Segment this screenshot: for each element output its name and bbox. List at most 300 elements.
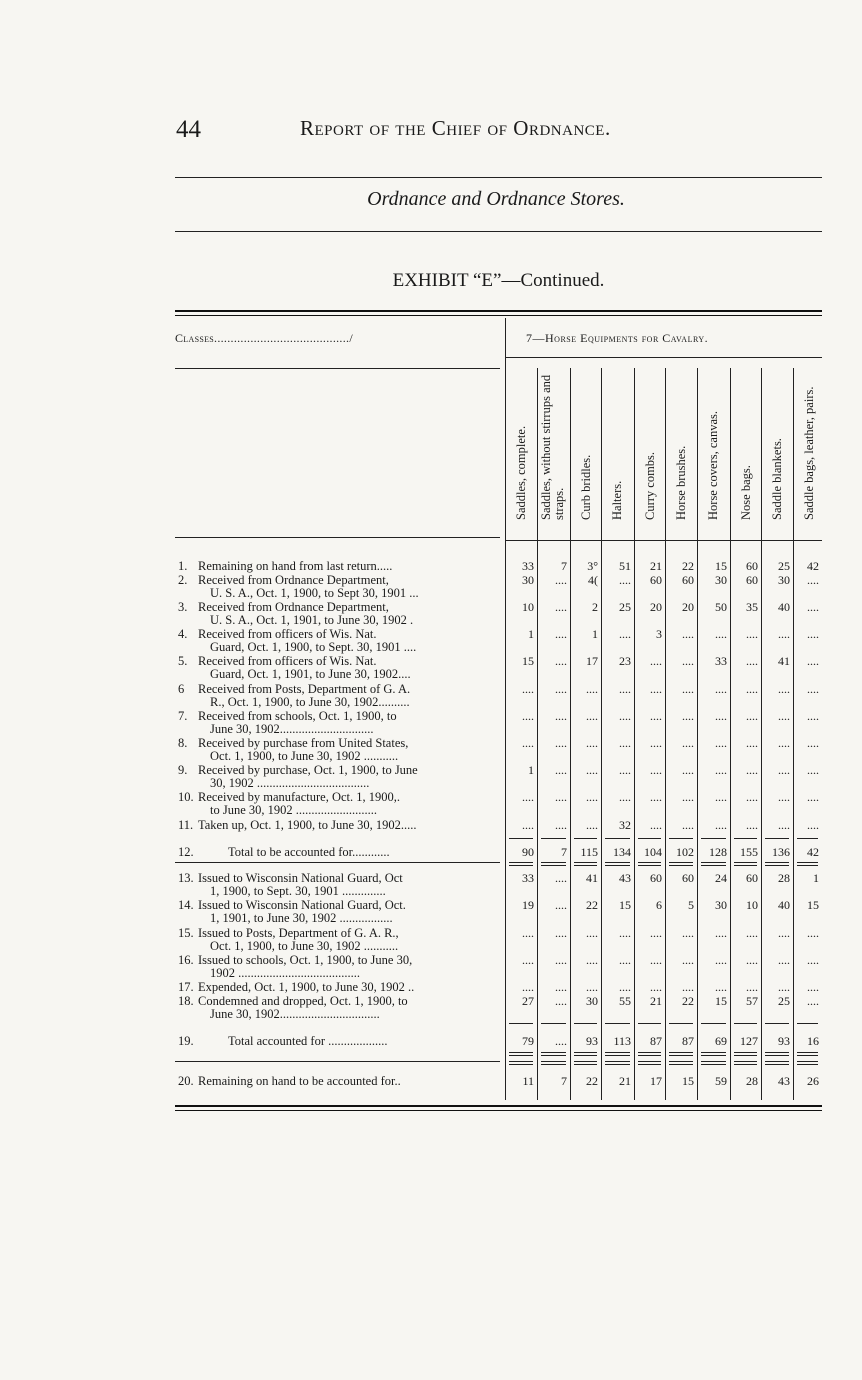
row-label-text: Issued to schools, Oct. 1, 1900, to June 30, [198, 953, 413, 967]
table-cell: 51 [619, 559, 631, 573]
total-rule [574, 1052, 597, 1053]
row-label-text: Issued to Wisconsin National Guard, Oct [198, 871, 403, 885]
table-cell: 20 [682, 600, 694, 614]
table-cell: 16 [807, 1034, 819, 1048]
sum-rule [605, 1023, 630, 1024]
total-rule [669, 1064, 693, 1065]
total-rule [701, 1064, 726, 1065]
table-cell: 28 [778, 871, 790, 885]
row-label-text: Received from schools, Oct. 1, 1900, to [198, 709, 397, 723]
total-rule [509, 1052, 533, 1053]
total-rule [765, 1052, 789, 1053]
table-cell: 7 [561, 845, 567, 859]
table-cell: 60 [746, 573, 758, 587]
total-rule [574, 1064, 597, 1065]
table-cell: .... [619, 926, 631, 940]
table-cell: 21 [619, 1074, 631, 1088]
row-number: 18. [178, 994, 194, 1008]
total-rule [765, 865, 789, 866]
column-header: Saddle blankets. [769, 438, 784, 520]
row-label-text: Received from officers of Wis. Nat. [198, 654, 377, 668]
column-header: Saddle bags, leather, pairs. [801, 386, 816, 520]
total-rule [541, 865, 566, 866]
column-header: Curb bridles. [578, 454, 593, 520]
table-cell: .... [682, 953, 694, 967]
table-row-label [178, 899, 500, 925]
header-rule-top [175, 177, 822, 178]
total-rule [734, 1061, 757, 1062]
total-rule [701, 1061, 726, 1062]
sum-rule [638, 1023, 661, 1024]
row-label-text: June 30, 1902................................ [210, 1007, 380, 1021]
total-rule [701, 862, 726, 863]
table-cell: 22 [586, 898, 598, 912]
table-cell: 87 [682, 1034, 694, 1048]
table-cell: 15 [522, 654, 534, 668]
table-cell: .... [807, 763, 819, 777]
column-header: Curry combs. [642, 451, 657, 520]
total-rule [605, 1064, 630, 1065]
table-row-label [178, 601, 500, 627]
table-cell: .... [555, 871, 567, 885]
table-bottom-rule [175, 1105, 822, 1111]
table-cell: 40 [778, 600, 790, 614]
sum-rule [574, 838, 597, 839]
total-rule [574, 1055, 597, 1056]
total-rule [638, 1055, 661, 1056]
table-cell: .... [650, 654, 662, 668]
table-cell: .... [807, 573, 819, 587]
sum-rule [669, 1023, 693, 1024]
total-rule [701, 1052, 726, 1053]
total-rule [638, 862, 661, 863]
table-cell: .... [586, 682, 598, 696]
table-cell: .... [715, 953, 727, 967]
table-cell: .... [522, 709, 534, 723]
table-row-label [178, 927, 500, 953]
total-rule [669, 1061, 693, 1062]
total-rule [638, 1061, 661, 1062]
total-rule [734, 1055, 757, 1056]
table-cell: .... [586, 926, 598, 940]
table-cell: .... [682, 654, 694, 668]
row-label-text: Received by purchase, Oct. 1, 1900, to June [198, 763, 418, 777]
table-cell: .... [619, 953, 631, 967]
row-label-text: June 30, 1902.............................. [210, 722, 374, 736]
table-cell: 30 [586, 994, 598, 1008]
sum-rule [765, 838, 789, 839]
table-cell: .... [555, 600, 567, 614]
table-cell: .... [619, 980, 631, 994]
table-row-label [178, 872, 500, 898]
total-rule [765, 862, 789, 863]
total-rule [541, 1061, 566, 1062]
sum-rule [734, 838, 757, 839]
section-subtitle: Ordnance and Ordnance Stores. [367, 188, 625, 210]
table-cell: .... [746, 709, 758, 723]
total-rule [669, 865, 693, 866]
total-rule [669, 1055, 693, 1056]
table-cell: .... [555, 709, 567, 723]
total-rule [541, 862, 566, 863]
table-cell: .... [555, 926, 567, 940]
row-number: 15. [178, 926, 194, 940]
table-top-rule [175, 310, 822, 316]
total-rule [669, 1052, 693, 1053]
sum-rule [541, 838, 566, 839]
table-cell: 127 [740, 1034, 758, 1048]
total-rule [574, 862, 597, 863]
total-rule [574, 1061, 597, 1062]
row-number: 12. [178, 845, 194, 859]
row-number: 10. [178, 790, 194, 804]
total-rule [605, 1055, 630, 1056]
total-rule [797, 1061, 818, 1062]
table-row-label [178, 683, 500, 709]
table-cell: .... [650, 980, 662, 994]
table-cell: 11 [522, 1074, 534, 1088]
row-label-text: 1, 1900, to Sept. 30, 1901 .............. [210, 884, 386, 898]
column-header: Nose bags. [738, 465, 753, 520]
table-cell: .... [778, 709, 790, 723]
table-cell: 35 [746, 600, 758, 614]
table-cell: 1 [813, 871, 819, 885]
table-cell: .... [746, 682, 758, 696]
row-number: 17. [178, 980, 194, 994]
total-rule [509, 862, 533, 863]
table-cell: .... [778, 953, 790, 967]
table-cell: 43 [778, 1074, 790, 1088]
table-cell: .... [807, 953, 819, 967]
table-cell: 7 [561, 559, 567, 573]
row-label-text: U. S. A., Oct. 1, 1900, to Sept 30, 1901 ... [210, 586, 419, 600]
total-rule [765, 1055, 789, 1056]
table-cell: 90 [522, 845, 534, 859]
row-label-text: Total to be accounted for............ [228, 845, 390, 859]
table-cell: .... [715, 682, 727, 696]
table-cell: .... [555, 654, 567, 668]
table-cell: .... [682, 763, 694, 777]
row-number: 5. [178, 654, 188, 668]
row-label-text: U. S. A., Oct. 1, 1901, to June 30, 1902 . [210, 613, 414, 627]
table-cell: 19 [522, 898, 534, 912]
page-number: 44 [176, 116, 201, 143]
table-cell: 10 [746, 898, 758, 912]
table-cell: .... [778, 763, 790, 777]
row-label-text: Received from Ordnance Department, [198, 600, 389, 614]
row-label-text: Remaining on hand to be accounted for.. [198, 1074, 401, 1088]
sum-rule [734, 1023, 757, 1024]
table-cell: .... [650, 709, 662, 723]
table-cell: 30 [715, 898, 727, 912]
sum-rule [541, 1023, 566, 1024]
table-cell: .... [650, 818, 662, 832]
table-cell: .... [746, 627, 758, 641]
row-label-text: 30, 1902 .................................... [210, 776, 370, 790]
table-cell: .... [586, 709, 598, 723]
table-cell: 25 [778, 994, 790, 1008]
table-cell: 42 [807, 559, 819, 573]
row-label-text: Received from Posts, Department of G. A. [198, 682, 411, 696]
table-cell: 30 [522, 573, 534, 587]
table-cell: 134 [613, 845, 631, 859]
total-rule [797, 1052, 818, 1053]
column-header: Saddles, without stirrups and straps. [539, 374, 566, 520]
table-cell: .... [555, 573, 567, 587]
table-cell: 15 [682, 1074, 694, 1088]
table-cell: .... [682, 627, 694, 641]
row-number: 19. [178, 1034, 194, 1048]
table-cell: 50 [715, 600, 727, 614]
table-cell: .... [682, 926, 694, 940]
row-label-text: Taken up, Oct. 1, 1900, to June 30, 1902..... [198, 818, 417, 832]
table-row-label [178, 764, 500, 790]
table-cell: .... [522, 818, 534, 832]
table-cell: .... [778, 627, 790, 641]
total-rule [605, 862, 630, 863]
table-cell: .... [715, 736, 727, 750]
table-cell: .... [746, 736, 758, 750]
table-cell: .... [650, 790, 662, 804]
sum-rule [701, 1023, 726, 1024]
table-row-label [178, 819, 500, 832]
total-rule [541, 1055, 566, 1056]
row-number: 8. [178, 736, 188, 750]
table-cell: .... [778, 790, 790, 804]
row-number: 13. [178, 871, 194, 885]
row-label-text: Received by manufacture, Oct. 1, 1900,. [198, 790, 401, 804]
table-cell: 22 [682, 994, 694, 1008]
table-cell: .... [715, 790, 727, 804]
table-cell: 33 [522, 559, 534, 573]
sum-rule [701, 838, 726, 839]
table-cell: 5 [688, 898, 694, 912]
table-cell: .... [555, 818, 567, 832]
total-rule [797, 865, 818, 866]
table-cell: .... [807, 980, 819, 994]
table-cell: .... [807, 709, 819, 723]
table-cell: .... [746, 980, 758, 994]
table-cell: 21 [650, 994, 662, 1008]
table-cell: 22 [586, 1074, 598, 1088]
table-cell: 43 [619, 871, 631, 885]
table-cell: .... [682, 818, 694, 832]
row-label-text: Condemned and dropped, Oct. 1, 1900, to [198, 994, 408, 1008]
table-cell: .... [522, 682, 534, 696]
table-cell: 7 [561, 1074, 567, 1088]
total-rule [734, 1064, 757, 1065]
table-cell: .... [619, 682, 631, 696]
total-rule [734, 865, 757, 866]
table-cell: .... [682, 709, 694, 723]
table-cell: .... [619, 709, 631, 723]
table-cell: .... [807, 926, 819, 940]
table-cell: 60 [682, 871, 694, 885]
total-rule [701, 1055, 726, 1056]
table-cell: .... [619, 736, 631, 750]
table-cell: .... [650, 953, 662, 967]
table-cell: .... [807, 994, 819, 1008]
table-cell: .... [619, 573, 631, 587]
table-cell: .... [555, 736, 567, 750]
classes-label: Classes........................................./ [175, 331, 353, 345]
row-label-text: 1902 ....................................... [210, 966, 360, 980]
table-cell: .... [586, 818, 598, 832]
table-cell: .... [522, 980, 534, 994]
total-rule [541, 1052, 566, 1053]
table-cell: 60 [682, 573, 694, 587]
group-title: 7—Horse Equipments for Cavalry. [526, 331, 709, 345]
table-cell: 25 [619, 600, 631, 614]
sum-rule [509, 838, 533, 839]
exhibit-title: EXHIBIT “E”—Continued. [392, 270, 605, 291]
table-cell: 6 [656, 898, 662, 912]
table-cell: .... [746, 763, 758, 777]
table-cell: .... [807, 654, 819, 668]
total-rule [797, 862, 818, 863]
table-cell: 15 [807, 898, 819, 912]
sum-rule [669, 838, 693, 839]
classes-total-rule [175, 862, 500, 863]
table-cell: .... [555, 790, 567, 804]
column-header: Horse covers, canvas. [705, 411, 720, 520]
table-cell: .... [555, 953, 567, 967]
table-cell: .... [778, 926, 790, 940]
table-cell: .... [619, 627, 631, 641]
running-head: Report of the Chief of Ordnance. [300, 116, 611, 140]
table-cell: .... [715, 709, 727, 723]
table-cell: 115 [580, 845, 598, 859]
total-rule [797, 1064, 818, 1065]
row-label-text: Received by purchase from United States, [198, 736, 409, 750]
classes-rule [175, 368, 500, 369]
total-rule [669, 862, 693, 863]
column-header: Horse brushes. [673, 445, 688, 520]
table-cell: .... [807, 790, 819, 804]
group-title-rule [505, 357, 822, 358]
row-label-text: Guard, Oct. 1, 1901, to June 30, 1902.... [210, 667, 411, 681]
table-cell: .... [586, 790, 598, 804]
row-number: 3. [178, 600, 188, 614]
table-cell: .... [807, 682, 819, 696]
table-cell: 15 [715, 994, 727, 1008]
table-cell: .... [619, 763, 631, 777]
header-rule-bottom [175, 231, 822, 232]
table-cell: 60 [650, 871, 662, 885]
table-cell: 59 [715, 1074, 727, 1088]
sum-rule [765, 1023, 789, 1024]
table-cell: 41 [586, 871, 598, 885]
table-cell: .... [746, 926, 758, 940]
total-rule [574, 865, 597, 866]
table-row-label [178, 710, 500, 736]
table-cell: .... [778, 736, 790, 750]
row-label-text: to June 30, 1902 .......................... [210, 803, 378, 817]
total-rule [509, 1055, 533, 1056]
table-row-label [178, 1035, 500, 1048]
table-cell: 1 [528, 763, 534, 777]
table-cell: 102 [676, 845, 694, 859]
table-cell: 17 [650, 1074, 662, 1088]
table-cell: 30 [778, 573, 790, 587]
column-header: Saddles, complete. [513, 425, 528, 520]
total-rule [797, 1055, 818, 1056]
table-cell: 22 [682, 559, 694, 573]
table-cell: 17 [586, 654, 598, 668]
row-label-text: Oct. 1, 1900, to June 30, 1902 ........... [210, 749, 399, 763]
sum-rule [509, 1023, 533, 1024]
table-cell: 1 [592, 627, 598, 641]
table-cell: .... [746, 790, 758, 804]
table-cell: .... [522, 926, 534, 940]
table-cell: 3 [656, 627, 662, 641]
table-cell: 40 [778, 898, 790, 912]
table-cell: 3° [587, 559, 598, 573]
table-cell: .... [778, 682, 790, 696]
table-cell: 42 [807, 845, 819, 859]
table-cell: 136 [772, 845, 790, 859]
table-cell: .... [715, 980, 727, 994]
row-label-text: Issued to Wisconsin National Guard, Oct. [198, 898, 406, 912]
table-row-label [178, 846, 500, 859]
table-cell: 10 [522, 600, 534, 614]
table-cell: 33 [522, 871, 534, 885]
table-cell: 15 [619, 898, 631, 912]
row-label-text: Received from officers of Wis. Nat. [198, 627, 377, 641]
table-cell: .... [555, 1034, 567, 1048]
row-label-text: Expended, Oct. 1, 1900, to June 30, 1902 .. [198, 980, 415, 994]
table-cell: 128 [709, 845, 727, 859]
table-cell: .... [807, 736, 819, 750]
table-cell: .... [807, 627, 819, 641]
table-cell: .... [522, 790, 534, 804]
table-cell: .... [650, 926, 662, 940]
table-cell: 20 [650, 600, 662, 614]
classes-total-rule [175, 1061, 500, 1062]
table-cell: .... [555, 682, 567, 696]
table-cell: 27 [522, 994, 534, 1008]
table-row-label [178, 655, 500, 681]
table-row-label [178, 954, 500, 980]
table-cell: .... [555, 763, 567, 777]
row-number: 14. [178, 898, 194, 912]
total-rule [765, 1064, 789, 1065]
table-cell: .... [682, 790, 694, 804]
table-cell: 57 [746, 994, 758, 1008]
table-cell: 4( [588, 573, 598, 587]
table-cell: .... [555, 994, 567, 1008]
table-cell: 26 [807, 1074, 819, 1088]
table-row-label [178, 560, 500, 573]
table-cell: 23 [619, 654, 631, 668]
table-cell: .... [522, 953, 534, 967]
total-rule [638, 865, 661, 866]
sum-rule [797, 1023, 818, 1024]
row-label-text: Remaining on hand from last return..... [198, 559, 393, 573]
total-rule [734, 862, 757, 863]
table-row-label [178, 628, 500, 654]
table-cell: .... [746, 953, 758, 967]
table-cell: 93 [778, 1034, 790, 1048]
table-cell: .... [715, 763, 727, 777]
table-cell: .... [555, 898, 567, 912]
total-rule [638, 1052, 661, 1053]
table-cell: 25 [778, 559, 790, 573]
table-cell: .... [650, 736, 662, 750]
table-cell: 21 [650, 559, 662, 573]
table-row-label [178, 574, 500, 600]
row-number: 6 [178, 682, 185, 696]
